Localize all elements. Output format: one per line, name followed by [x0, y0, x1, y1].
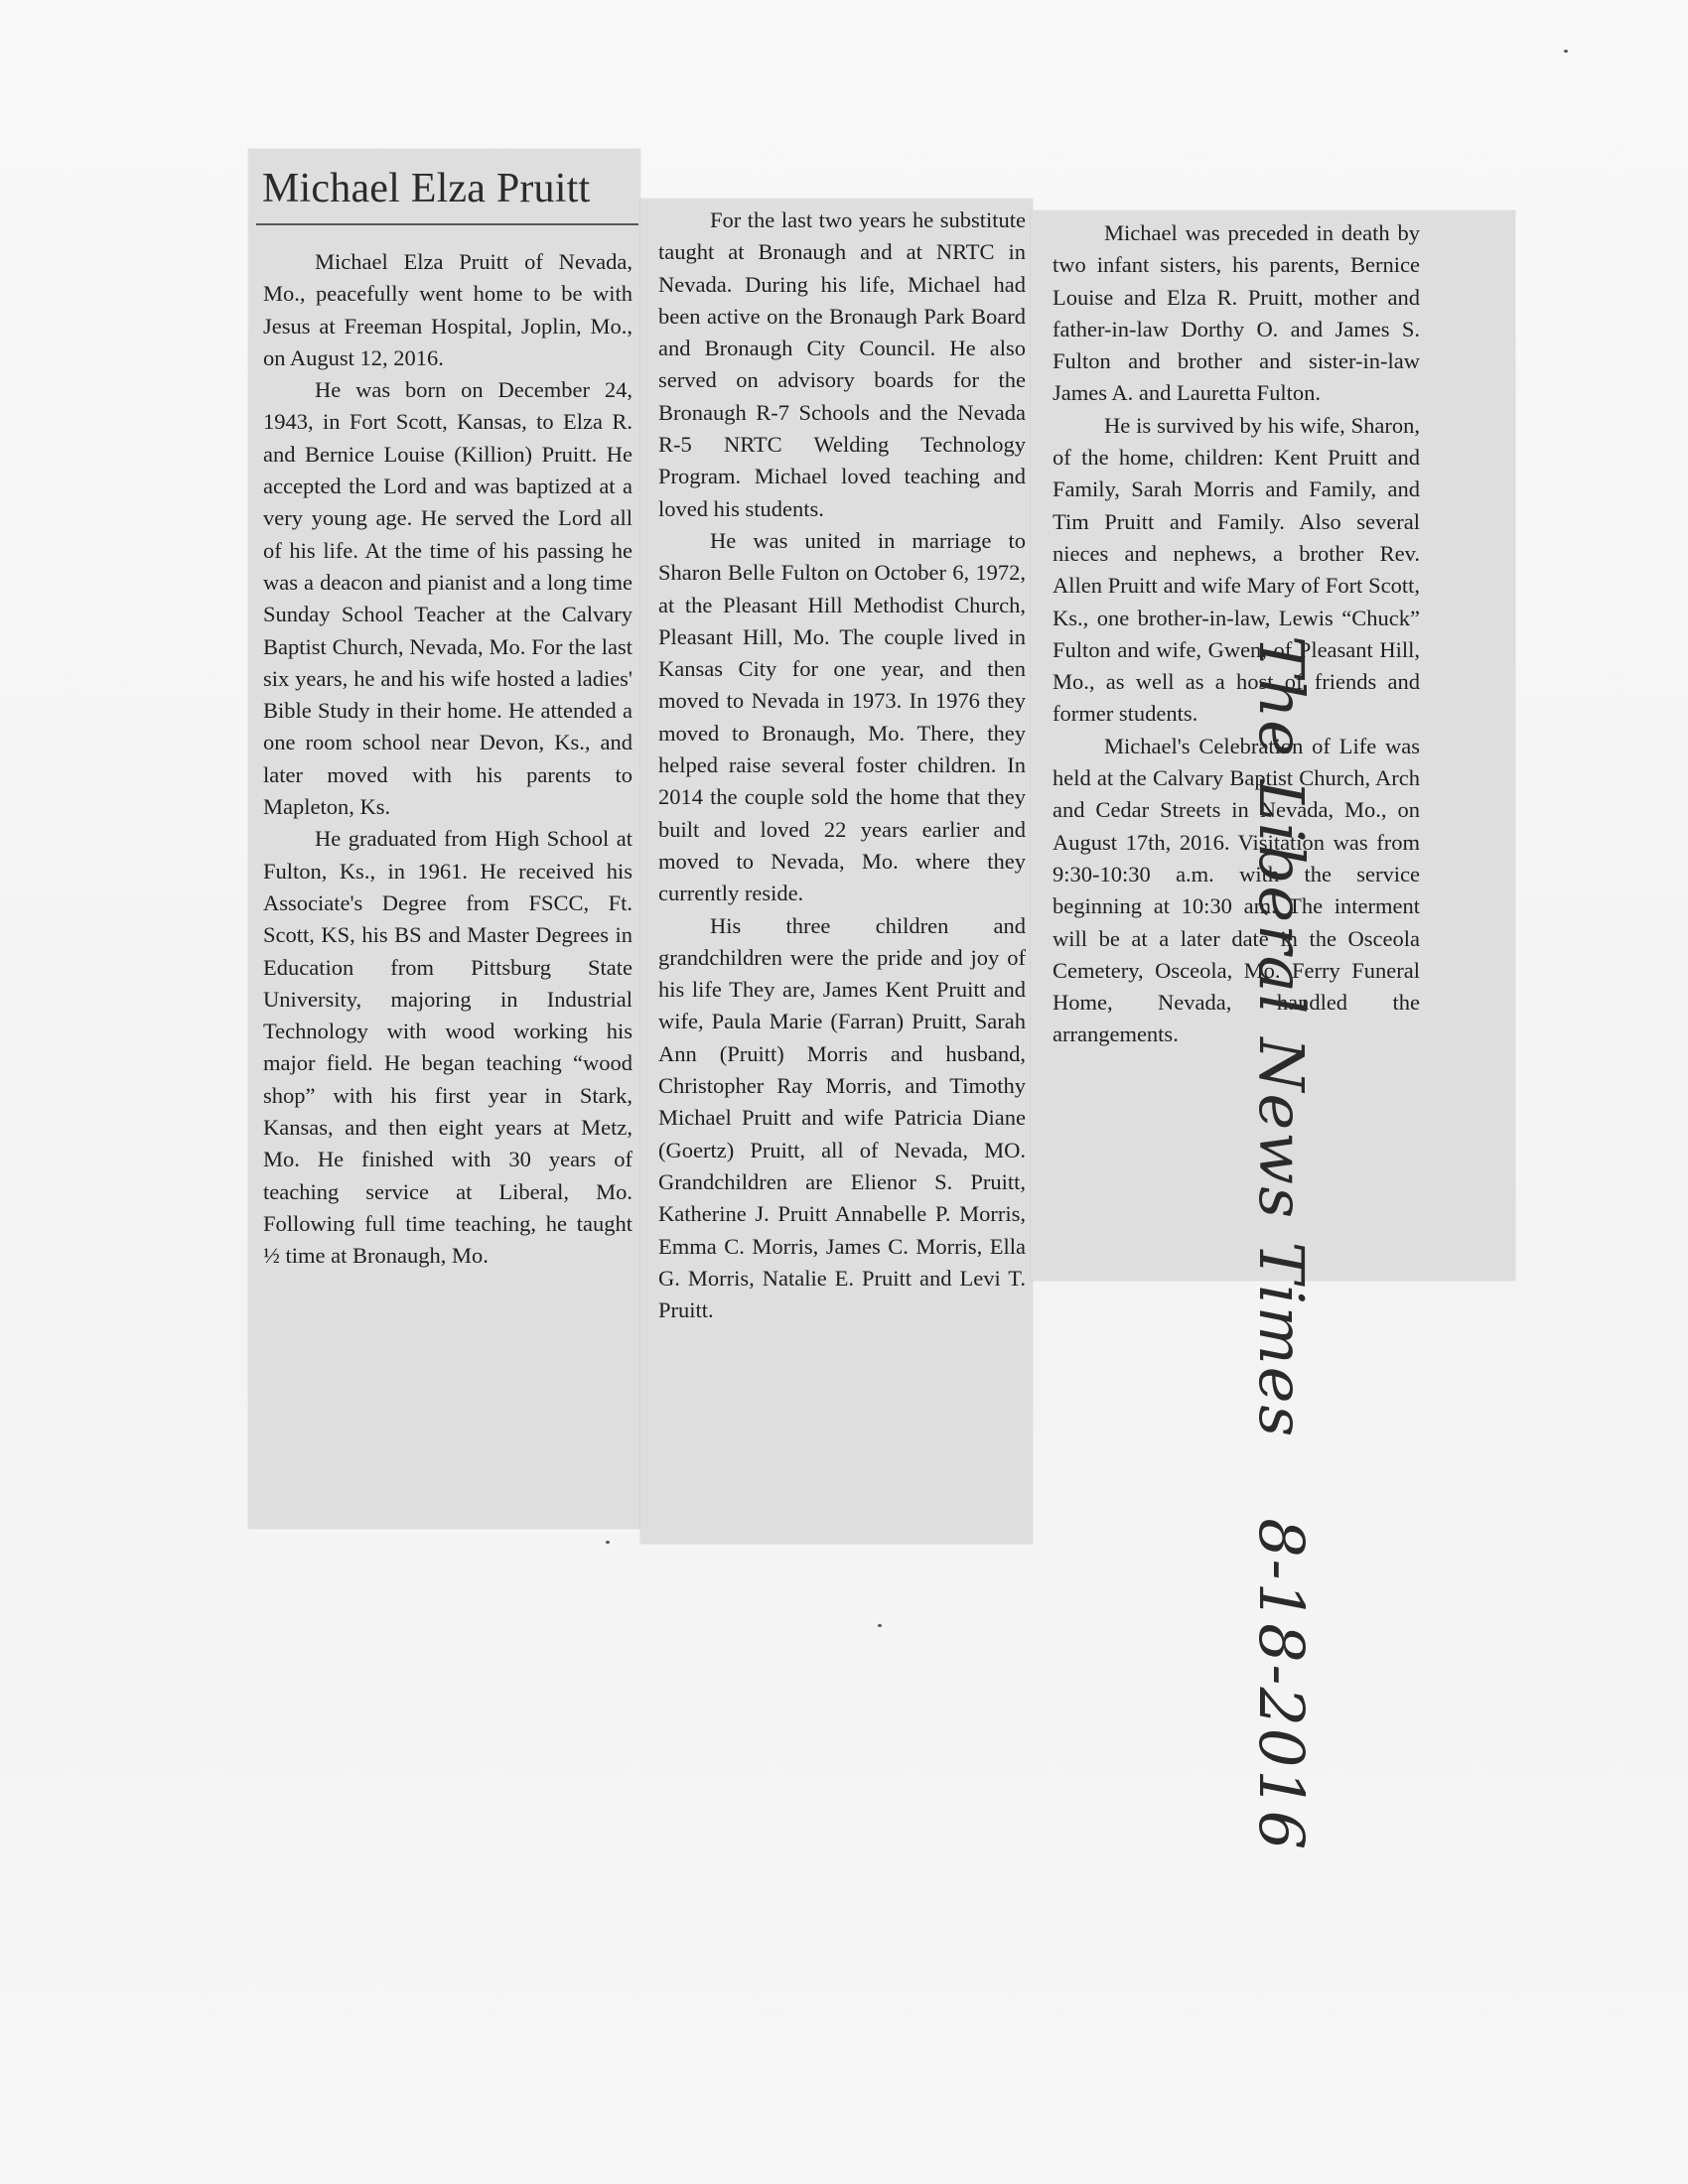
- handwritten-date: 8-18-2016: [1245, 1518, 1318, 1852]
- handwritten-annotation: [1236, 635, 1326, 1852]
- scan-speck: [606, 1541, 610, 1544]
- paragraph: Michael's Celebration of Life was held at the Calvary Baptist Church, Arch and Cedar Streets in Nevada, Mo., on August 17th, 2016. Visitation was from 9:30-10:30 a.m. with the service beginning at 10:30 am. The interment will be at a later date in the Osceola Cemetery, Osceola, Mo. Ferry Funeral Home, Nevada, handled the arrangements.: [1053, 733, 1420, 1047]
- paragraph: He was united in marriage to Sharon Belle Fulton on October 6, 1972, at the Pleasant Hill Methodist Church, Pleasant Hill, Mo. The couple lived in Kansas City for one year, and then moved to Nevada in 1973. In 1976 they moved to Bronaugh, Mo. There, they helped raise several foster children. In 2014 the couple sold the home that they built and loved 22 years earlier and moved to Nevada, Mo. where they currently reside.: [658, 527, 1026, 906]
- paragraph: He is survived by his wife, Sharon, of the home, children: Kent Pruitt and Family, Sarah Morris and Family, and Tim Pruitt and Family. Also several nieces and nephews, a brother Rev. Allen Pruitt and wife Mary of Fort Scott, Ks., one brother-in-law, Lewis “Chuck” Fulton and wife, Gwen, of Pleasant Hill, Mo., as well as a host of friends and former students.: [1053, 412, 1420, 727]
- article-column-1: [263, 246, 633, 1273]
- scan-speck: [1564, 50, 1568, 53]
- article-column-2: [658, 205, 1026, 1326]
- handwritten-source: The Liberal News Times: [1245, 635, 1318, 1439]
- scan-speck: [878, 1624, 882, 1627]
- paragraph: Michael Elza Pruitt of Nevada, Mo., peacefully went home to be with Jesus at Freeman Hospital, Joplin, Mo., on August 12, 2016.: [263, 249, 633, 370]
- obituary-title: Michael Elza Pruitt: [262, 166, 591, 211]
- paragraph: Michael was preceded in death by two infant sisters, his parents, Bernice Louise and Elza R. Pruitt, mother and father-in-law Dorthy O. and James S. Fulton and brother and sister-in-law James A. and Lauretta Fulton.: [1053, 220, 1420, 406]
- title-divider: [256, 223, 638, 225]
- paragraph: He graduated from High School at Fulton, Ks., in 1961. He received his Associate's Degree from FSCC, Ft. Scott, KS, his BS and Master Degrees in Education from Pittsburg State University, majoring in Industrial Technology with wood working his major field. He began teaching “wood shop” with his first year in Stark, Kansas, and then eight years at Metz, Mo. He finished with 30 years of teaching service at Liberal, Mo. Following full time teaching, he taught ½ time at Bronaugh, Mo.: [263, 826, 633, 1269]
- paragraph: His three children and grandchildren were the pride and joy of his life They are, James Kent Pruitt and wife, Paula Marie (Farran) Pruitt, Sarah Ann (Pruitt) Morris and husband, Christopher Ray Morris, and Timothy Michael Pruitt and wife Patricia Diane (Goertz) Pruitt, all of Nevada, MO. Grandchildren are Elienor S. Pruitt, Katherine J. Pruitt Annabelle P. Morris, Emma C. Morris, James C. Morris, Ella G. Morris, Natalie E. Pruitt and Levi T. Pruitt.: [658, 912, 1026, 1323]
- paragraph: For the last two years he substitute taught at Bronaugh and at NRTC in Nevada. During his life, Michael had been active on the Bronaugh Park Board and Bronaugh City Council. He also served on advisory boards for the Bronaugh R-7 Schools and the Nevada R-5 NRTC Welding Technology Program. Michael loved teaching and loved his students.: [658, 207, 1026, 521]
- paragraph: He was born on December 24, 1943, in Fort Scott, Kansas, to Elza R. and Bernice Louise (Killion) Pruitt. He accepted the Lord and was baptized at a very young age. He served the Lord all of his life. At the time of his passing he was a deacon and pianist and a long time Sunday School Teacher at the Calvary Baptist Church, Nevada, Mo. For the last six years, he and his wife hosted a ladies' Bible Study in their home. He attended a one room school near Devon, Ks., and later moved with his parents to Mapleton, Ks.: [263, 377, 633, 820]
